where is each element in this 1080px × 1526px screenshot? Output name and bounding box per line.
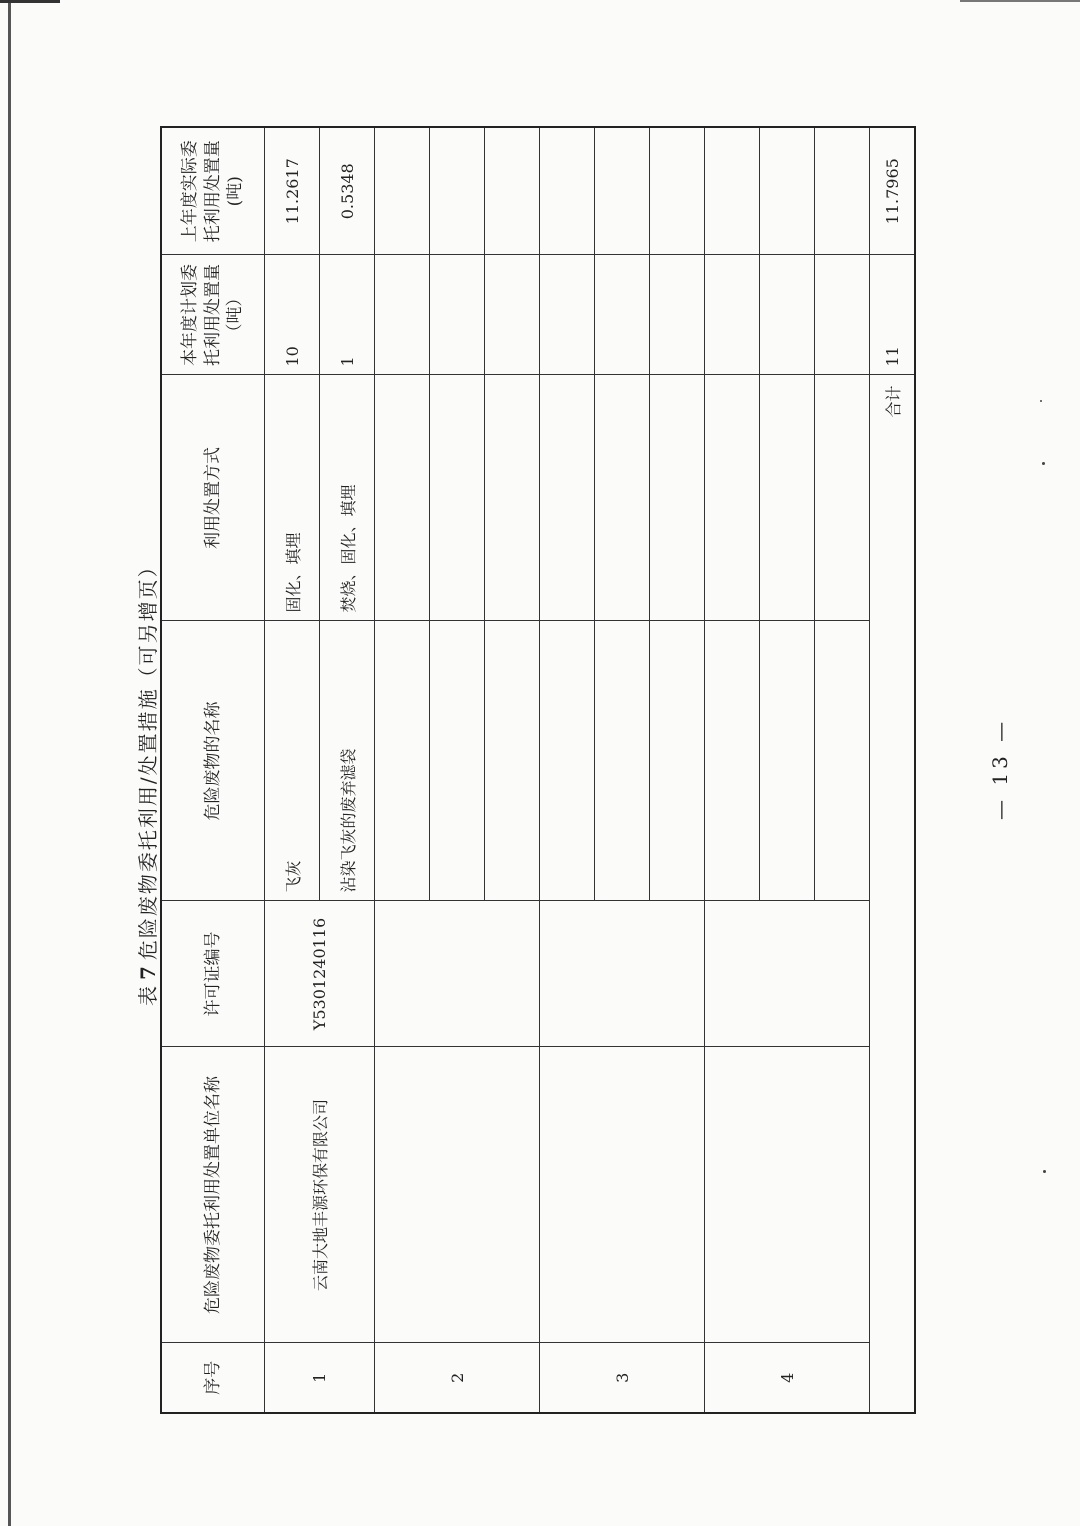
table-row bbox=[540, 127, 595, 1413]
cell-seq: 1 bbox=[265, 1343, 375, 1413]
cell-waste bbox=[430, 621, 485, 901]
cell-seq: 4 bbox=[705, 1343, 870, 1413]
cell-plan bbox=[430, 255, 485, 375]
cell-waste bbox=[595, 621, 650, 901]
cell-license: Y5301240116 bbox=[265, 901, 375, 1047]
table-row bbox=[705, 127, 760, 1413]
cell-actual bbox=[650, 127, 705, 255]
header-actual: 上年度实际委托利用处置量(吨) bbox=[161, 127, 265, 255]
title-prefix: 表 bbox=[136, 984, 160, 1006]
title-text: 危险废物委托利用/处置措施（可另增页） bbox=[136, 555, 160, 961]
cell-method bbox=[760, 375, 815, 621]
cell-waste bbox=[650, 621, 705, 901]
header-row bbox=[161, 127, 265, 1413]
cell-waste: 飞灰 bbox=[265, 621, 320, 901]
cell-waste bbox=[815, 621, 870, 901]
cell-actual: 0.5348 bbox=[320, 127, 375, 255]
cell-unit bbox=[540, 1047, 705, 1343]
total-actual: 11.7965 bbox=[870, 127, 916, 255]
cell-plan bbox=[760, 255, 815, 375]
cell-plan bbox=[815, 255, 870, 375]
cell-method bbox=[650, 375, 705, 621]
cell-plan bbox=[595, 255, 650, 375]
cell-waste bbox=[375, 621, 430, 901]
cell-method bbox=[815, 375, 870, 621]
cell-method: 固化、填埋 bbox=[265, 375, 320, 621]
waste-disposal-table bbox=[160, 126, 916, 1414]
cell-plan bbox=[485, 255, 540, 375]
cell-method bbox=[430, 375, 485, 621]
cell-actual bbox=[815, 127, 870, 255]
cell-plan: 1 bbox=[320, 255, 375, 375]
header-waste: 危险废物的名称 bbox=[161, 621, 265, 901]
cell-actual bbox=[375, 127, 430, 255]
cell-unit: 云南大地丰源环保有限公司 bbox=[265, 1047, 375, 1343]
header-seq: 序号 bbox=[161, 1343, 265, 1413]
cell-method bbox=[540, 375, 595, 621]
table-row bbox=[265, 127, 320, 1413]
cell-unit bbox=[375, 1047, 540, 1343]
cell-actual bbox=[595, 127, 650, 255]
table-row bbox=[375, 127, 430, 1413]
cell-license bbox=[540, 901, 705, 1047]
title-number: 7 bbox=[136, 964, 160, 980]
cell-actual bbox=[705, 127, 760, 255]
cell-plan: 10 bbox=[265, 255, 320, 375]
cell-plan bbox=[375, 255, 430, 375]
total-label: 合计 bbox=[870, 375, 916, 1413]
cell-seq: 2 bbox=[375, 1343, 540, 1413]
total-row bbox=[870, 127, 916, 1413]
cell-actual: 11.2617 bbox=[265, 127, 320, 255]
cell-waste bbox=[485, 621, 540, 901]
cell-actual bbox=[540, 127, 595, 255]
cell-license bbox=[375, 901, 540, 1047]
header-method: 利用处置方式 bbox=[161, 375, 265, 621]
cell-method: 焚烧、固化、填埋 bbox=[320, 375, 375, 621]
cell-plan bbox=[650, 255, 705, 375]
cell-method bbox=[485, 375, 540, 621]
cell-method bbox=[375, 375, 430, 621]
page-number: — 13 — bbox=[988, 717, 1012, 820]
cell-waste bbox=[540, 621, 595, 901]
cell-method bbox=[705, 375, 760, 621]
header-unit: 危险废物委托利用处置单位名称 bbox=[161, 1047, 265, 1343]
cell-seq: 3 bbox=[540, 1343, 705, 1413]
cell-unit bbox=[705, 1047, 870, 1343]
cell-license bbox=[705, 901, 870, 1047]
cell-actual bbox=[760, 127, 815, 255]
cell-method bbox=[595, 375, 650, 621]
cell-actual bbox=[430, 127, 485, 255]
header-plan: 本年度计划委托利用处置量（吨） bbox=[161, 255, 265, 375]
cell-plan bbox=[540, 255, 595, 375]
cell-waste: 沾染飞灰的废弃滤袋 bbox=[320, 621, 375, 901]
cell-waste bbox=[760, 621, 815, 901]
cell-plan bbox=[705, 255, 760, 375]
table-title bbox=[132, 555, 161, 1006]
header-license: 许可证编号 bbox=[161, 901, 265, 1047]
cell-waste bbox=[705, 621, 760, 901]
total-plan: 11 bbox=[870, 255, 916, 375]
cell-actual bbox=[485, 127, 540, 255]
